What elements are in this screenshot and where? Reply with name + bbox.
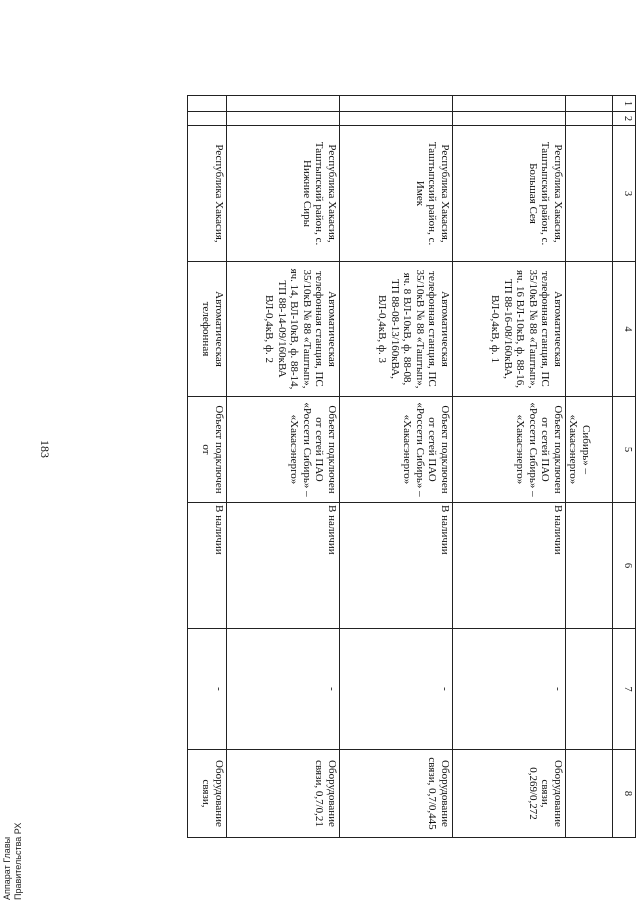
table-row — [340, 96, 453, 838]
table-cell: Оборудование связи, 0,269/0,272 — [453, 750, 566, 838]
table-cell: - — [340, 629, 453, 750]
table-cell: - — [188, 629, 227, 750]
table-cell: Оборудование связи, — [188, 750, 227, 838]
table-cell: Автоматическая телефонная — [188, 262, 227, 397]
footer-line: Аппарат Главы — [2, 836, 12, 900]
table-cell: В наличии — [188, 503, 227, 629]
table-header-row — [613, 96, 636, 838]
footer-line: Правительства РХ — [13, 822, 23, 900]
table-row — [453, 96, 566, 838]
continuation-row — [566, 96, 613, 838]
table-cell — [340, 112, 453, 126]
table-cell: Республика Хакасия, — [188, 126, 227, 262]
table-cell: Объект подключен от — [188, 397, 227, 503]
table-cell: Объект подключен от сетей ПАО «Россети Сибирь» – «Хакасэнерго» — [227, 397, 340, 503]
table-cell — [227, 96, 340, 112]
table-cell: Республика Хакасия, Таштыпский район, с. Имек — [340, 126, 453, 262]
table-cell: Сибирь» – «Хакасэнерго» — [566, 397, 613, 503]
table-cell — [188, 96, 227, 112]
table-cell — [340, 96, 453, 112]
table-cell: Республика Хакасия, Таштыпский район, с. Нижние Сиры — [227, 126, 340, 262]
table-cell: Оборудование связи, 0,7/0,445 — [340, 750, 453, 838]
table-cell: Оборудование связи, 0,7/0,21 — [227, 750, 340, 838]
table-cell: В наличии — [453, 503, 566, 629]
table-cell — [453, 112, 566, 126]
table-cell: - — [227, 629, 340, 750]
table-cell: - — [453, 629, 566, 750]
table-row — [227, 96, 340, 838]
footer-stamp — [2, 823, 24, 900]
table-cell: В наличии — [227, 503, 340, 629]
column-header: 6 — [613, 503, 636, 629]
column-header: 4 — [613, 262, 636, 397]
column-header: 8 — [613, 750, 636, 838]
column-header: 3 — [613, 126, 636, 262]
page-number: 183 — [38, 440, 52, 458]
table-row — [188, 96, 227, 838]
column-header: 1 — [613, 96, 636, 112]
facilities-table — [96, 95, 636, 837]
table-cell: Объект подключен от сетей ПАО «Россети Сибирь» – «Хакасэнерго» — [453, 397, 566, 503]
column-header: 2 — [613, 112, 636, 126]
table-cell: Автоматическая телефонная станция, ПС 35/10кВ № 88 «Таштып», яч. 14, ВЛ-10кВ, ф. 88-14, ТП 88-14-09/160кВА ВЛ-0,4кВ, ф. 2 — [227, 262, 340, 397]
column-header: 5 — [613, 397, 636, 503]
table-cell: Объект подключен от сетей ПАО «Россети Сибирь» – «Хакасэнерго» — [340, 397, 453, 503]
table-cell: В наличии — [340, 503, 453, 629]
column-header: 7 — [613, 629, 636, 750]
table-cell — [188, 112, 227, 126]
table-cell: Республика Хакасия, Таштыпский район, с. Большая Сея — [453, 126, 566, 262]
table-cell: Автоматическая телефонная станция, ПС 35/10кВ № 88 «Таштып», яч. 16 ВЛ-10кВ, ф. 88-16, ТП 88-16-08/160кВА, ВЛ-0,4кВ, ф. 1 — [453, 262, 566, 397]
table-cell — [453, 96, 566, 112]
table-cell: Автоматическая телефонная станция, ПС 35/10кВ № 88 «Таштып», яч. 8 ВЛ-10кВ, ф. 88-08, ТП 88-08-13/160кВА, ВЛ-0,4кВ, ф. 3 — [340, 262, 453, 397]
table-cell — [227, 112, 340, 126]
